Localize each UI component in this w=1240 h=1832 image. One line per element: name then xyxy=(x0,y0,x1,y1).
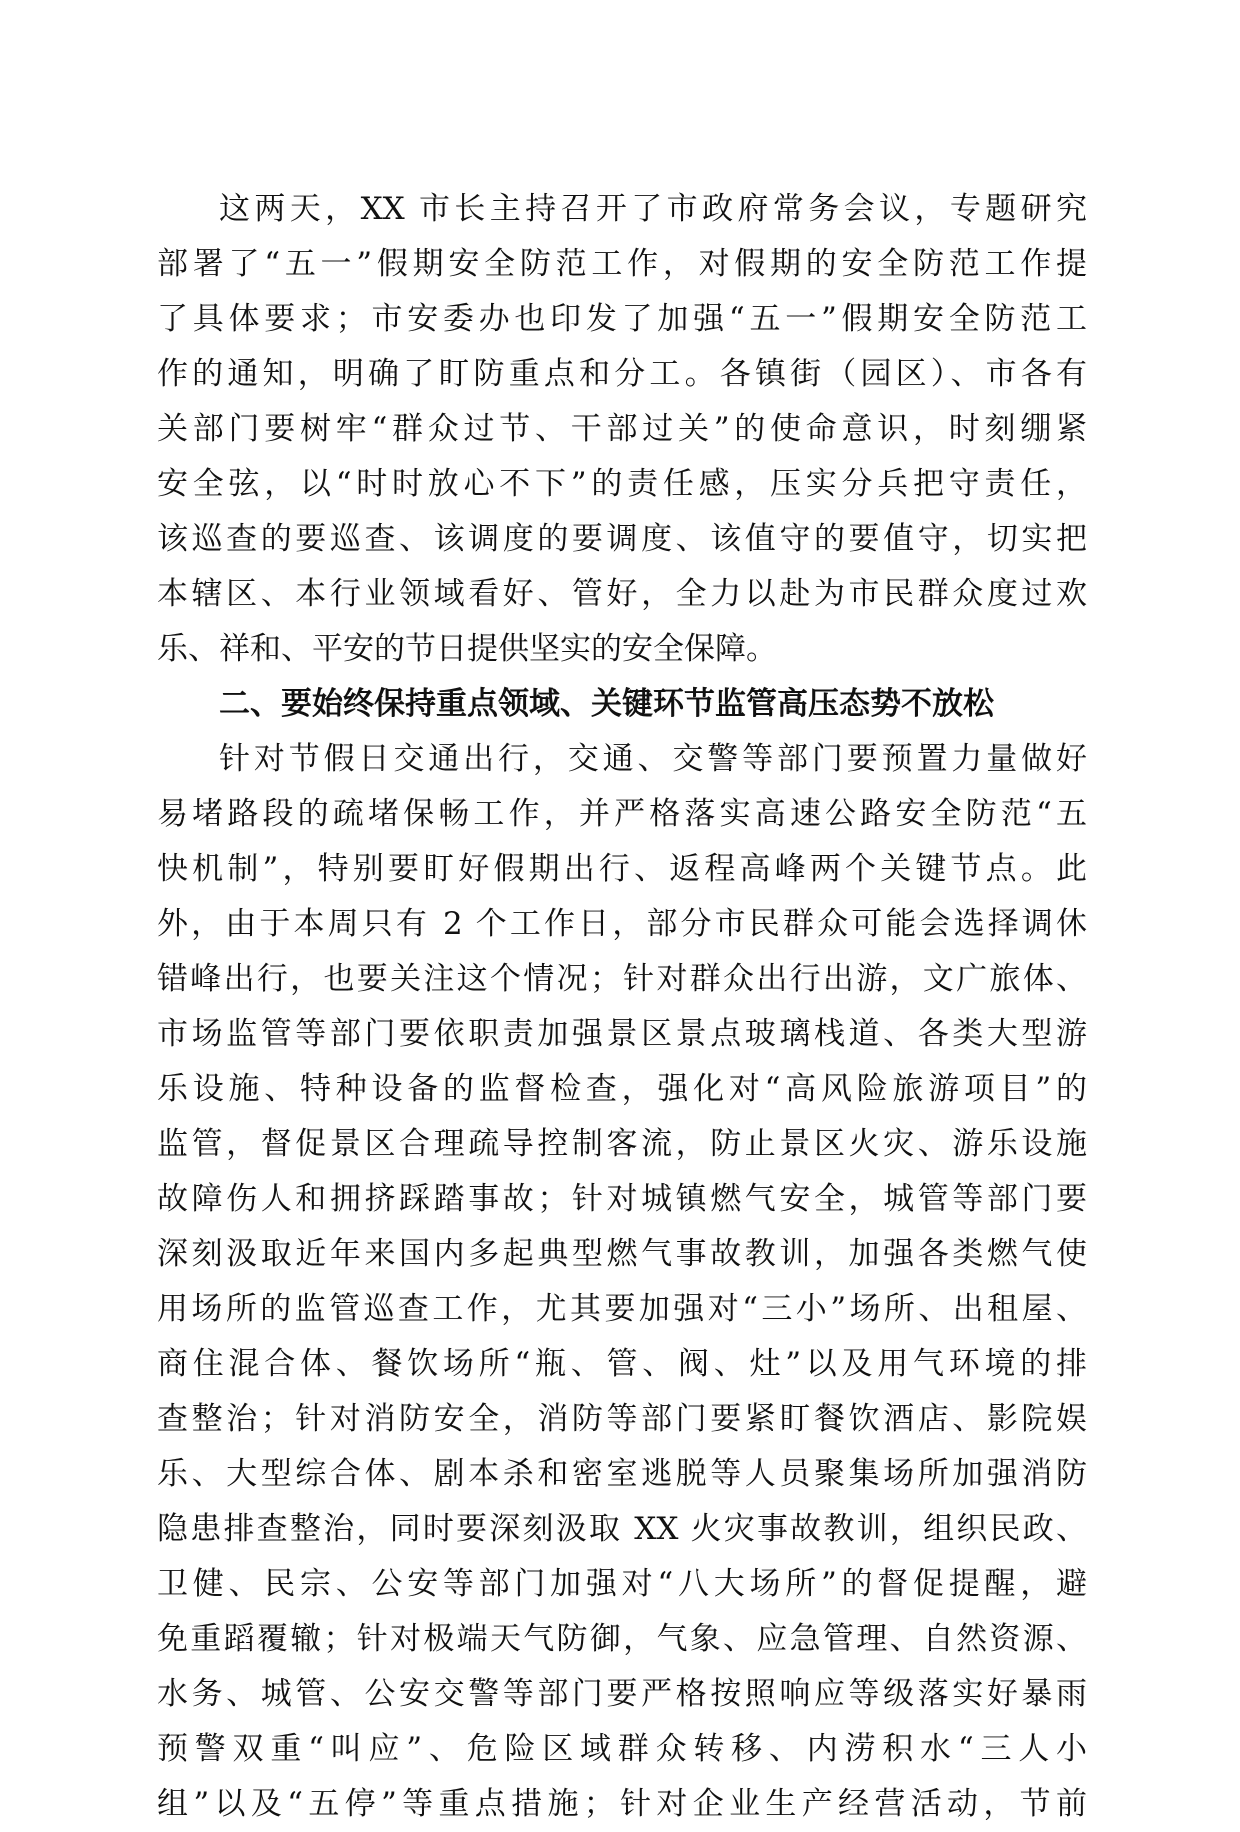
paragraph-line: 隐患排查整治，同时要深刻汲取 XX 火灾事故教训，组织民政、 xyxy=(157,1511,1087,1547)
paragraph-line: 乐、大型综合体、剧本杀和密室逃脱等人员聚集场所加强消防 xyxy=(157,1456,1087,1492)
paragraph-line: 故障伤人和拥挤踩踏事故；针对城镇燃气安全，城管等部门要 xyxy=(157,1181,1087,1217)
paragraph-line: 组”以及“五停”等重点措施；针对企业生产经营活动，节前 xyxy=(157,1786,1087,1822)
paragraph-line: 预警双重“叫应”、危险区域群众转移、内涝积水“三人小 xyxy=(157,1731,1087,1767)
paragraph-line: 部署了“五一”假期安全防范工作，对假期的安全防范工作提 xyxy=(157,246,1087,282)
paragraph-line: 乐、祥和、平安的节日提供坚实的安全保障。 xyxy=(157,631,777,667)
paragraph-line: 安全弦，以“时时放心不下”的责任感，压实分兵把守责任， xyxy=(157,466,1087,502)
paragraph-line: 商住混合体、餐饮场所“瓶、管、阀、灶”以及用气环境的排 xyxy=(157,1346,1087,1382)
section-heading: 二、要始终保持重点领域、关键环节监管高压态势不放松 xyxy=(219,686,994,722)
paragraph-line: 乐设施、特种设备的监督检查，强化对“高风险旅游项目”的 xyxy=(157,1071,1087,1107)
paragraph-line: 作的通知，明确了盯防重点和分工。各镇街（园区）、市各有 xyxy=(157,356,1087,392)
paragraph-line: 关部门要树牢“群众过节、干部过关”的使命意识，时刻绷紧 xyxy=(157,411,1087,447)
paragraph-line: 用场所的监管巡查工作，尤其要加强对“三小”场所、出租屋、 xyxy=(157,1291,1087,1327)
paragraph-line: 快机制”，特别要盯好假期出行、返程高峰两个关键节点。此 xyxy=(157,851,1087,887)
document-body xyxy=(157,182,1087,1832)
paragraph-line: 监管，督促景区合理疏导控制客流，防止景区火灾、游乐设施 xyxy=(157,1126,1087,1162)
paragraph-line: 错峰出行，也要关注这个情况；针对群众出行出游，文广旅体、 xyxy=(157,961,1087,997)
paragraph-line: 卫健、民宗、公安等部门加强对“八大场所”的督促提醒，避 xyxy=(157,1566,1087,1602)
paragraph-key-areas-supervision xyxy=(157,732,1087,1832)
paragraph-line: 易堵路段的疏堵保畅工作，并严格落实高速公路安全防范“五 xyxy=(157,796,1087,832)
paragraph-line: 该巡查的要巡查、该调度的要调度、该值守的要值守，切实把 xyxy=(157,521,1087,557)
paragraph-line: 外，由于本周只有 2 个工作日，部分市民群众可能会选择调休 xyxy=(157,906,1087,942)
paragraph-holiday-deployment xyxy=(157,182,1087,677)
paragraph-line: 本辖区、本行业领域看好、管好，全力以赴为市民群众度过欢 xyxy=(157,576,1087,612)
paragraph-line: 免重蹈覆辙；针对极端天气防御，气象、应急管理、自然资源、 xyxy=(157,1621,1087,1657)
paragraph-line: 针对节假日交通出行，交通、交警等部门要预置力量做好 xyxy=(219,741,1087,777)
paragraph-line: 了具体要求；市安委办也印发了加强“五一”假期安全防范工 xyxy=(157,301,1087,337)
paragraph-line: 水务、城管、公安交警等部门要严格按照响应等级落实好暴雨 xyxy=(157,1676,1087,1712)
paragraph-line: 深刻汲取近年来国内多起典型燃气事故教训，加强各类燃气使 xyxy=(157,1236,1087,1272)
paragraph-line: 这两天，XX 市长主持召开了市政府常务会议，专题研究 xyxy=(219,191,1087,227)
paragraph-line: 查整治；针对消防安全，消防等部门要紧盯餐饮酒店、影院娱 xyxy=(157,1401,1087,1437)
paragraph-line: 市场监管等部门要依职责加强景区景点玻璃栈道、各类大型游 xyxy=(157,1016,1087,1052)
